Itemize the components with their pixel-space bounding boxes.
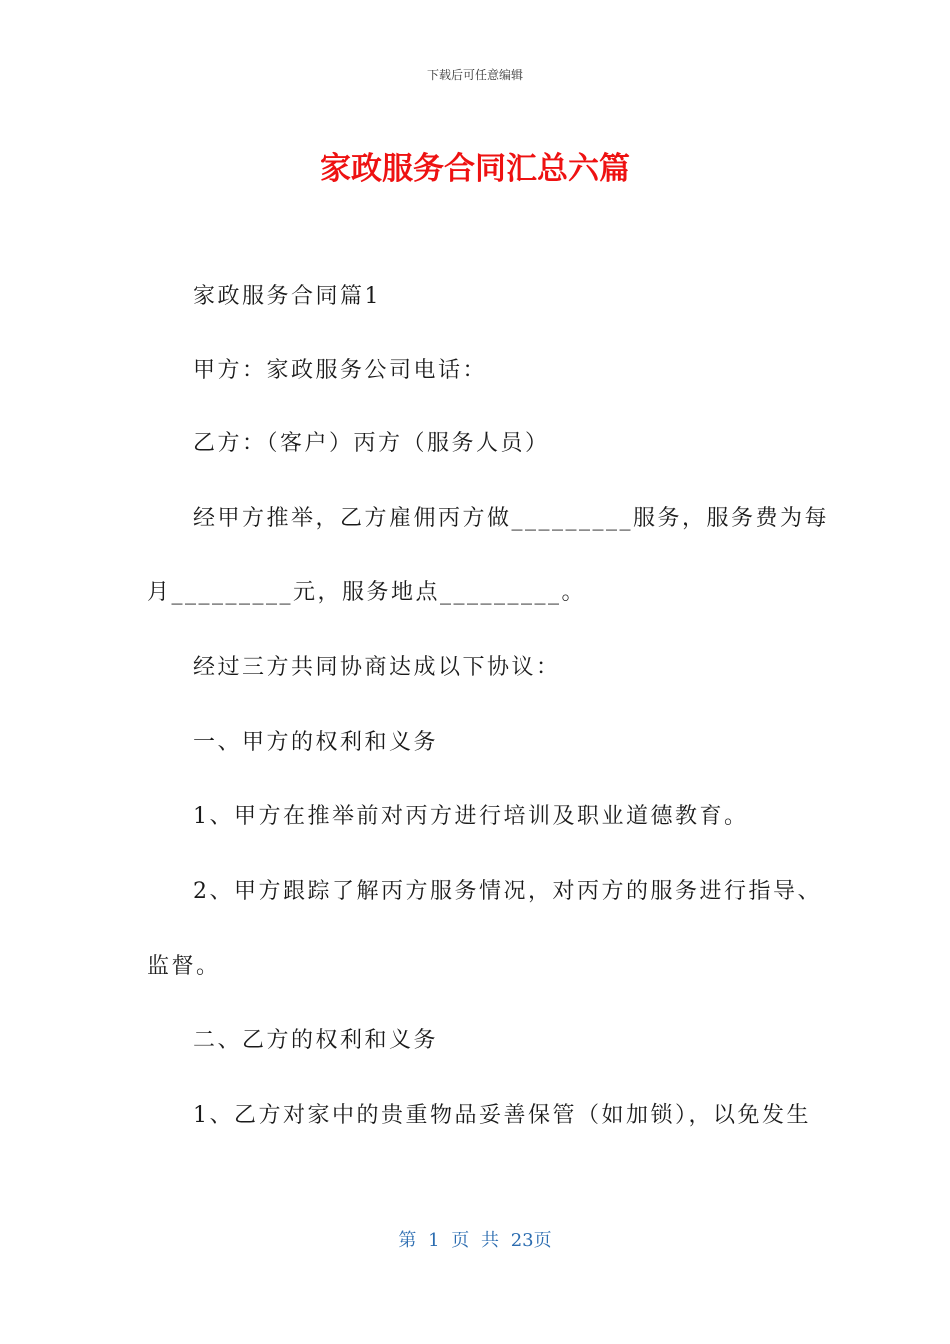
paragraph-text: 经甲方推举，乙方雇佣丙方做_________服务，服务费为每 [193,506,830,531]
paragraph-text: 经过三方共同协商达成以下协议： [193,655,561,680]
document-title: 家政服务合同汇总六篇 [320,151,630,187]
paragraph-text-continued: 月_________元，服务地点_________。 [147,580,587,605]
subsection-heading: 一、甲方的权利和义务 [193,730,439,755]
page-footer: 第 1 页 共 23页 [398,1230,552,1251]
paragraph-party-b: 乙方：（客户）丙方（服务人员） [193,431,550,456]
section-heading: 家政服务合同篇1 [193,284,381,309]
list-item: 2、甲方跟踪了解丙方服务情况，对丙方的服务进行指导、 [193,879,822,904]
header-note: 下载后可任意编辑 [426,68,523,82]
list-item: 1、甲方在推举前对丙方进行培训及职业道德教育。 [193,804,749,829]
list-item-continued: 监督。 [147,954,221,979]
list-item: 1、乙方对家中的贵重物品妥善保管（如加锁），以免发生 [193,1103,811,1128]
subsection-heading: 二、乙方的权利和义务 [193,1028,439,1053]
paragraph-party-a: 甲方：家政服务公司电话： [193,358,488,383]
